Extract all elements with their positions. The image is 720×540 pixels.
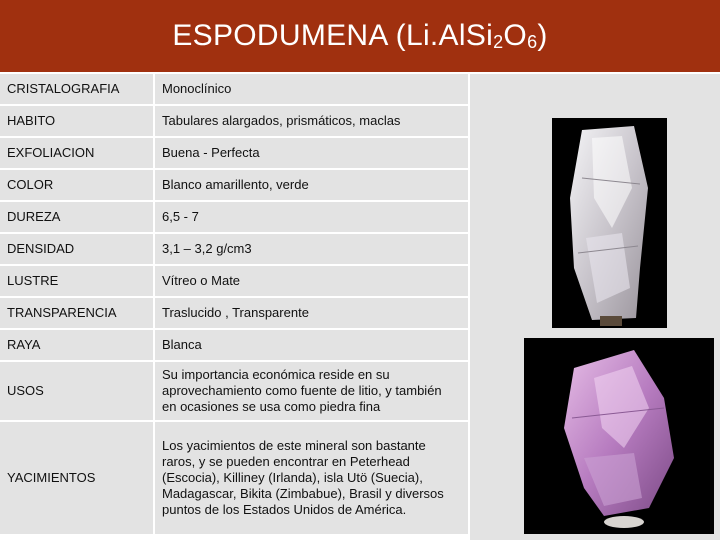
table-row — [0, 234, 468, 266]
title-mid: O — [503, 19, 528, 52]
title-main: ESPODUMENA (Li.AlSi — [172, 19, 494, 52]
panel-divider — [468, 74, 470, 540]
title-subscript-2: 6 — [527, 32, 538, 52]
table-row — [0, 362, 468, 422]
title-end: ) — [537, 19, 548, 52]
clear-spodumene-crystal-photo — [552, 118, 667, 328]
row-value: Tabulares alargados, prismáticos, maclas — [155, 106, 468, 136]
row-label: CRISTALOGRAFIA — [0, 74, 155, 104]
table-row — [0, 170, 468, 202]
kunzite-spodumene-crystal-photo — [524, 338, 714, 534]
row-label: YACIMIENTOS — [0, 422, 155, 534]
row-value: Blanco amarillento, verde — [155, 170, 468, 200]
table-row — [0, 298, 468, 330]
row-label: DUREZA — [0, 202, 155, 232]
title-bar — [0, 0, 720, 72]
table-row — [0, 202, 468, 234]
row-value: 3,1 – 3,2 g/cm3 — [155, 234, 468, 264]
row-label: RAYA — [0, 330, 155, 360]
table-row — [0, 422, 468, 536]
row-label: LUSTRE — [0, 266, 155, 296]
table-row — [0, 266, 468, 298]
table-row — [0, 106, 468, 138]
properties-table — [0, 74, 468, 536]
row-label: COLOR — [0, 170, 155, 200]
table-row — [0, 74, 468, 106]
row-value: Su importancia económica reside en su aprovechamiento como fuente de litio, y también en ocasiones se usa como piedra fina — [155, 362, 468, 420]
pink-crystal-image — [524, 338, 714, 534]
row-label: HABITO — [0, 106, 155, 136]
row-value: Los yacimientos de este mineral son bastante raros, y se pueden encontrar en Peterhead (Escocia), Killiney (Irlanda), isla Utö (Suecia), Madagascar, Bikita (Zimbabue), Brasil y diversos puntos de los Estados Unidos de América. — [155, 422, 468, 534]
row-label: TRANSPARENCIA — [0, 298, 155, 328]
row-value: 6,5 - 7 — [155, 202, 468, 232]
row-value: Traslucido , Transparente — [155, 298, 468, 328]
page-title — [172, 21, 547, 51]
row-value: Monoclínico — [155, 74, 468, 104]
row-label: EXFOLIACION — [0, 138, 155, 168]
row-value: Blanca — [155, 330, 468, 360]
row-label: USOS — [0, 362, 155, 420]
title-subscript-1: 2 — [493, 32, 504, 52]
clear-crystal-image — [552, 118, 667, 328]
table-row — [0, 330, 468, 362]
table-row — [0, 138, 468, 170]
row-value: Buena - Perfecta — [155, 138, 468, 168]
row-label: DENSIDAD — [0, 234, 155, 264]
row-value: Vítreo o Mate — [155, 266, 468, 296]
